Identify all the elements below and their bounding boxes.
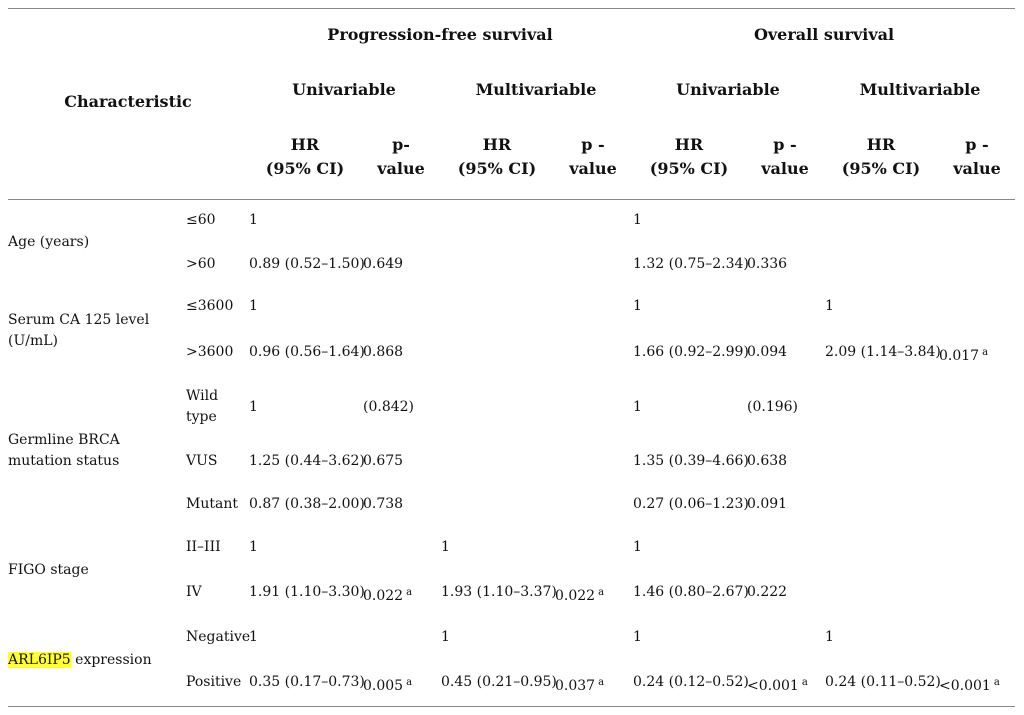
cell-hr: 1.66 (0.92–2.99) [633,344,749,360]
cell-p: 0.638 [747,453,788,469]
group-brca: Germline BRCA mutation status [8,432,120,469]
cell-p: <0.001 $^a$ [939,677,1000,694]
header-os: Overall survival [753,25,895,44]
cell-p: 0.868 [363,344,404,360]
cell-p: 0.738 [363,496,404,512]
cell-p: (0.196) [747,399,799,415]
header-pfs-multivariable: Multivariable [475,80,597,99]
cell-hr: 0.89 (0.52–1.50) [249,256,365,272]
cell-hr: 0.87 (0.38–2.00) [249,496,365,512]
sub-arl-neg: Negative [186,629,251,645]
cell-hr: 0.35 (0.17–0.73) [249,674,365,690]
cell-p: 0.091 [747,496,788,512]
cell-hr: 0.45 (0.21–0.95) [441,674,557,690]
cell-p: (0.842) [363,399,415,415]
header-pfs: Progression-free survival [327,25,553,44]
cell-p: 0.649 [363,256,404,272]
highlight-arl6ip5: ARL6IP5 [8,652,71,668]
cell-hr: 0.27 (0.06–1.23) [633,496,749,512]
header-pfs-univariable: Univariable [292,80,396,99]
header-hr-1: HR (95% CI) [265,135,345,178]
cell-hr: 1 [633,298,642,314]
cell-hr: 1 [249,212,258,228]
cell-p: 0.017 $^a$ [939,347,989,364]
header-os-multivariable: Multivariable [859,80,981,99]
cell-hr: 1.32 (0.75–2.34) [633,256,749,272]
cell-hr: 1 [249,298,258,314]
cell-hr: 1.91 (1.10–3.30) [249,584,365,600]
cell-p: 0.094 [747,344,788,360]
sub-ca-le3600: ≤3600 [186,298,234,314]
bottom-rule [8,706,1015,707]
cell-p: 0.037 $^a$ [555,677,605,694]
cell-p: 0.675 [363,453,404,469]
sub-brca-wild: Wild type [186,388,219,425]
cell-hr: 1 [441,539,450,555]
cell-hr: 0.96 (0.56–1.64) [249,344,365,360]
sub-ca-gt3600: >3600 [186,344,234,360]
header-hr-3: HR (95% CI) [649,135,729,178]
group-ca125: Serum CA 125 level (U/mL) [8,312,150,349]
sub-figo-4: IV [186,584,202,600]
header-p-3: p - value [761,135,809,178]
header-p-1: p- value [377,135,425,178]
cell-hr: 1 [825,298,834,314]
cell-hr: 1.25 (0.44–3.62) [249,453,365,469]
cell-hr: 1 [249,399,258,415]
cell-hr: 1 [633,629,642,645]
sub-figo-23: II–III [186,539,221,555]
sub-arl-pos: Positive [186,674,242,690]
sub-age-le60: ≤60 [186,212,216,228]
cell-p: 0.336 [747,256,788,272]
cell-hr: 0.24 (0.12–0.52) [633,674,749,690]
cell-p: <0.001 $^a$ [747,677,808,694]
header-hr-4: HR (95% CI) [841,135,921,178]
cell-hr: 0.24 (0.11–0.52) [825,674,941,690]
group-figo: FIGO stage [8,562,89,578]
cell-p: 0.222 [747,584,788,600]
group-arl6ip5: ARL6IP5 expression [8,652,152,668]
header-characteristic: Characteristic [64,92,192,111]
header-rule [8,199,1015,200]
cell-hr: 1 [633,212,642,228]
header-hr-2: HR (95% CI) [457,135,537,178]
cell-p: 0.022 $^a$ [363,587,413,604]
top-rule [8,8,1015,9]
header-p-4: p - value [953,135,1001,178]
cell-hr: 2.09 (1.14–3.84) [825,344,941,360]
cell-hr: 1.35 (0.39–4.66) [633,453,749,469]
sub-brca-vus: VUS [186,453,218,469]
cell-hr: 1.93 (1.10–3.37) [441,584,557,600]
sub-brca-mutant: Mutant [186,496,238,512]
cell-hr: 1 [633,539,642,555]
group-age: Age (years) [8,234,90,250]
header-os-univariable: Univariable [676,80,780,99]
cell-hr: 1.46 (0.80–2.67) [633,584,749,600]
header-p-2: p - value [569,135,617,178]
cell-hr: 1 [633,399,642,415]
sub-age-gt60: >60 [186,256,216,272]
cell-hr: 1 [249,539,258,555]
cell-p: 0.022 $^a$ [555,587,605,604]
cell-hr: 1 [249,629,258,645]
cell-hr: 1 [441,629,450,645]
cell-p: 0.005 $^a$ [363,677,413,694]
cell-hr: 1 [825,629,834,645]
